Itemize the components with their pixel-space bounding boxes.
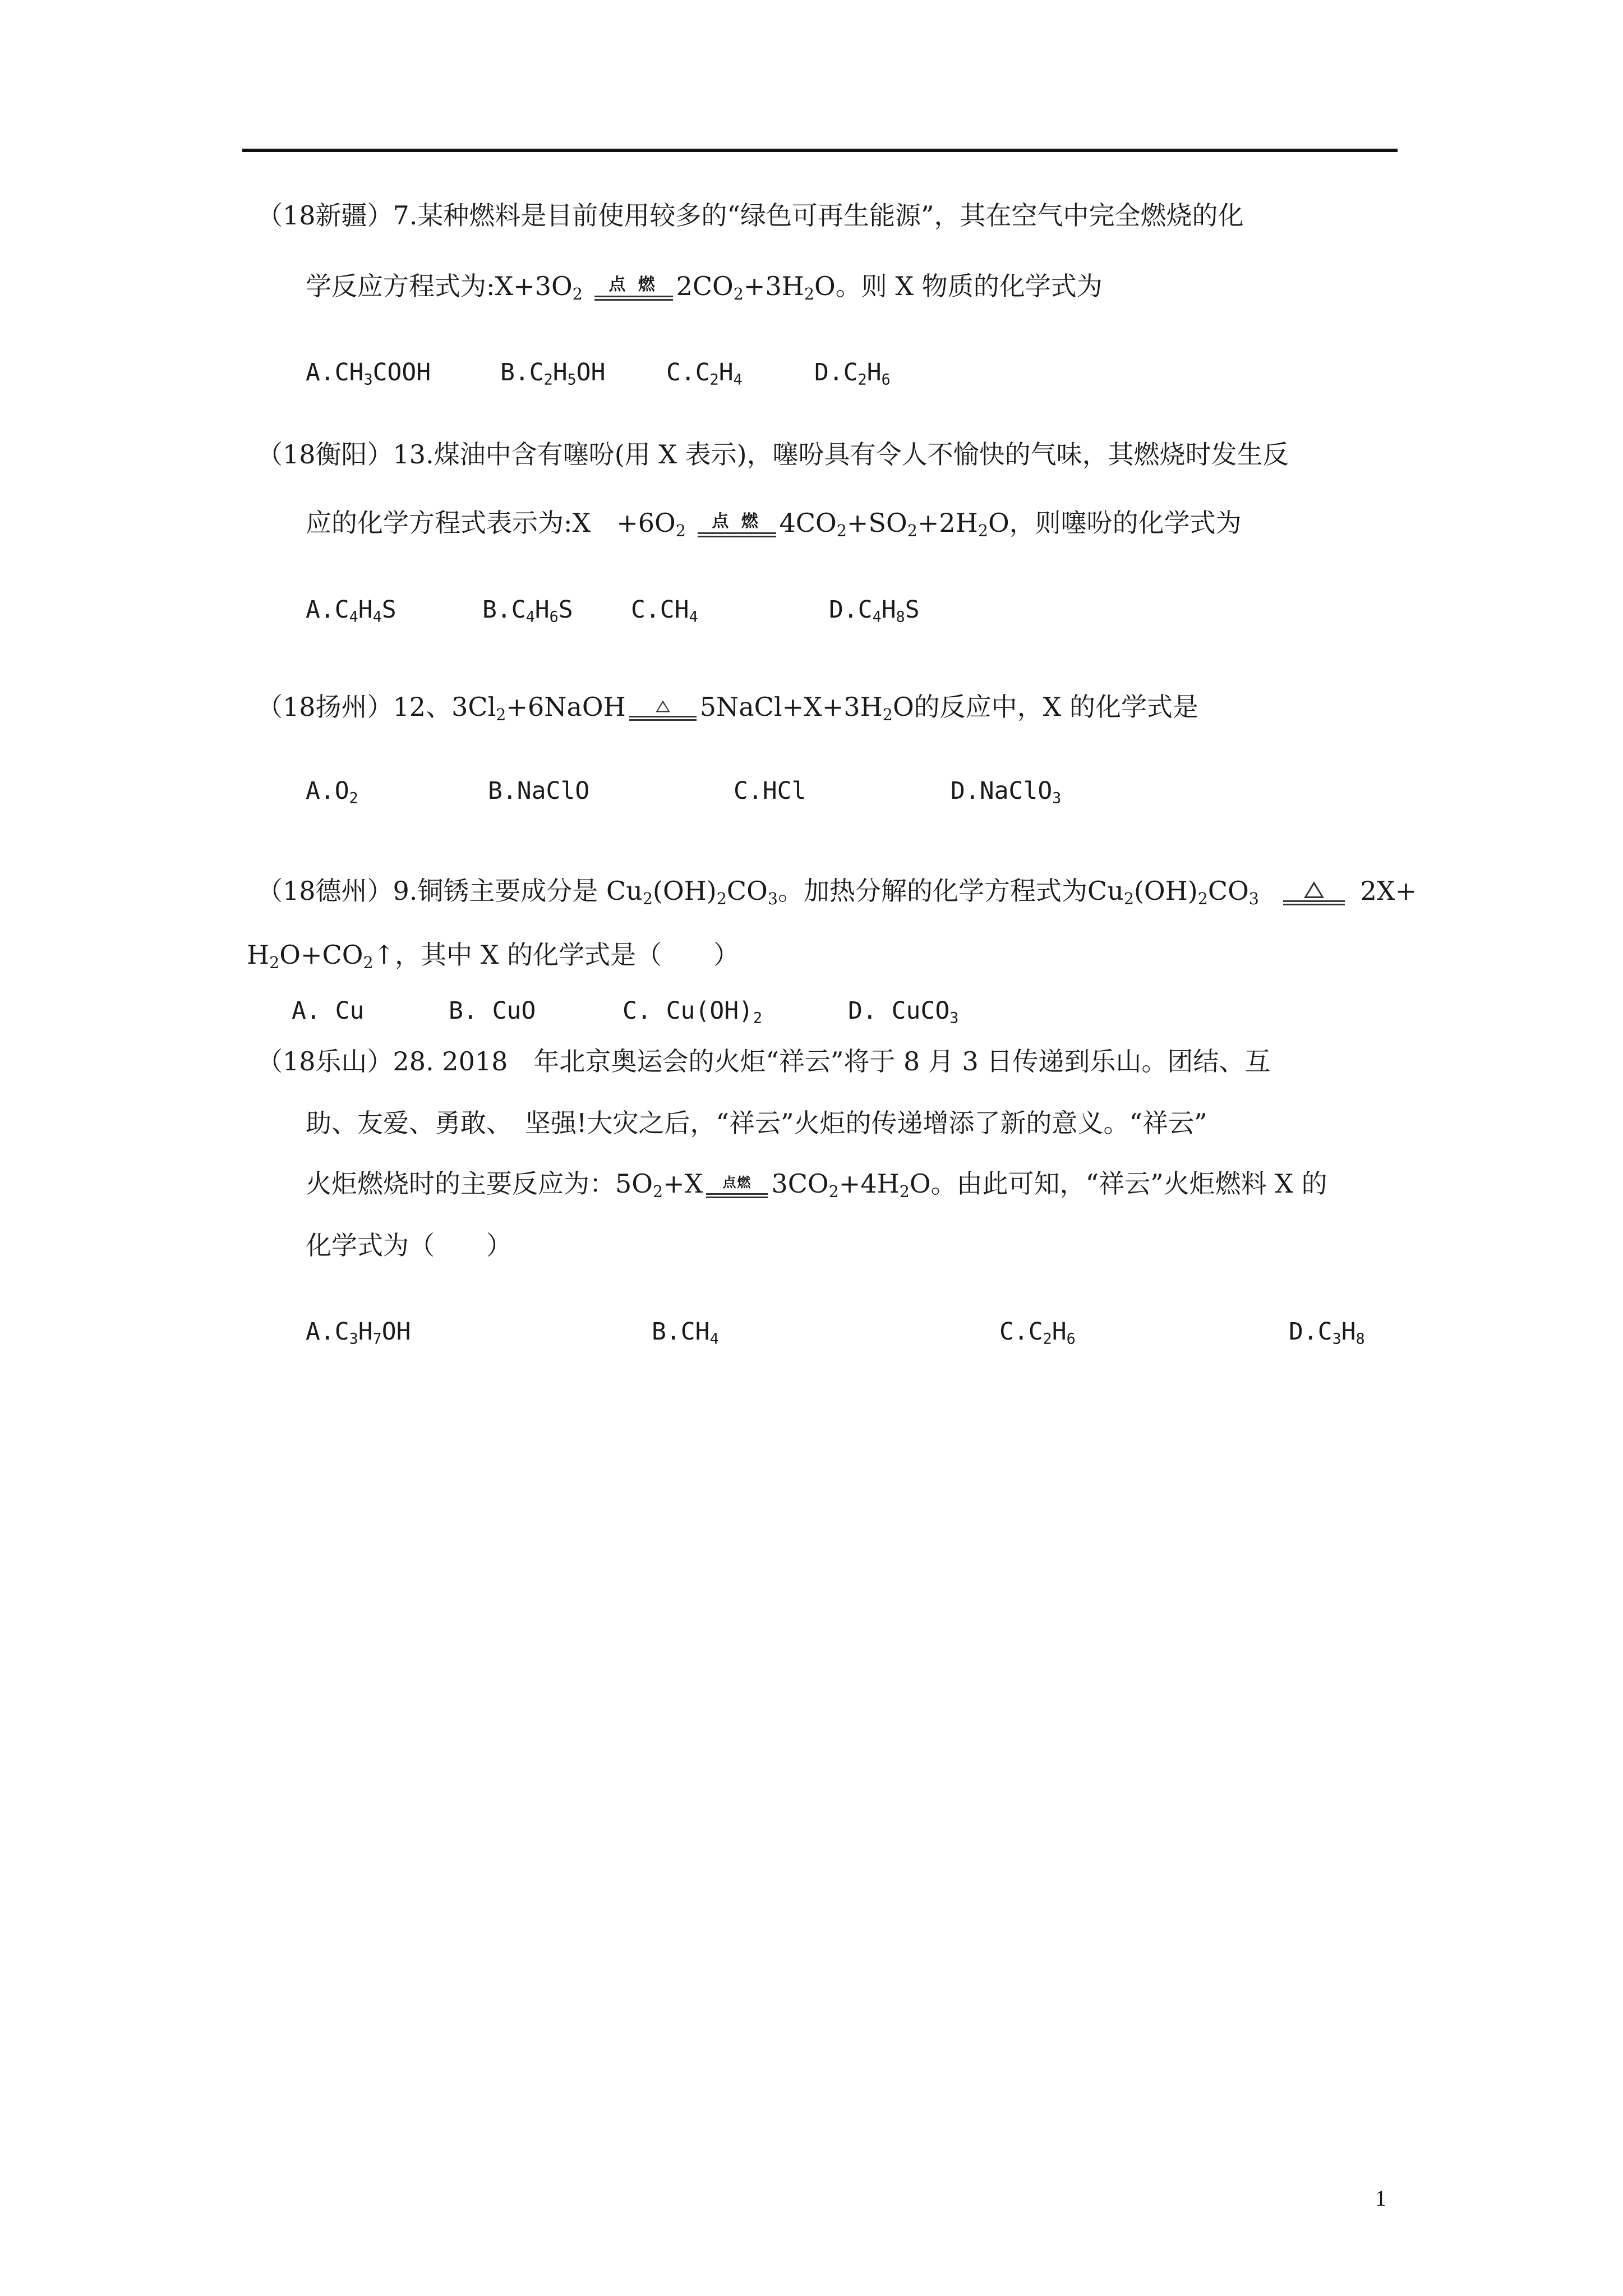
- q2-line2-pre: 应的化学方程式表示为:X +6O: [306, 508, 676, 538]
- q2-line2: 应的化学方程式表示为:X $+6O_2$ 点 燃 $4CO_2+SO_2+2H_2O$，则噻吩的化学式为: [306, 508, 1242, 540]
- q5-option-d: $D.C_3H_8$: [1289, 1318, 1365, 1348]
- q5-line3-pre: 火炬燃烧时的主要反应为：5O: [306, 1168, 653, 1199]
- q4-line2-post: ，其中 X 的化学式是（ ）: [395, 940, 740, 970]
- q1-line1: （18新疆）7.某种燃料是目前使用较多的“绿色可再生能源”，其在空气中完全燃烧的化: [257, 200, 1244, 231]
- q4-option-a: A. Cu: [292, 997, 365, 1025]
- q5-option-a: $A.C_3H_7OH$: [306, 1318, 411, 1348]
- q4-option-c: C. $Cu(OH)_2$: [623, 997, 763, 1027]
- q3-line1-post: 的反应中，X 的化学式是: [914, 692, 1199, 722]
- q3-line1: （18扬州）12、$3Cl_2+6NaOH$ $5NaCl+X+3H_2O$的反应中，X 的化学式是: [257, 692, 1199, 724]
- q2-line1: （18衡阳）13.煤油中含有噻吩(用 X 表示)，噻吩具有令人不愉快的气味，其燃烧时发生反: [257, 439, 1289, 470]
- q3-option-a: $A.O_2$: [306, 777, 358, 807]
- q1-line2-pre: 学反应方程式为:X+3O: [306, 271, 573, 301]
- q3-option-d: D.NaClO$_3$: [951, 777, 1062, 807]
- q4-line1-end: 2X+: [1360, 876, 1417, 906]
- q3-line1-pre: （18扬州）12、3Cl: [257, 692, 496, 722]
- q1-line2-post: 。则 X 物质的化学式为: [835, 271, 1103, 301]
- q3-option-c: C.HCl: [734, 777, 806, 805]
- q2-option-d: $D.C_4H_8S$: [829, 596, 920, 626]
- q4-line2: $H_2O+CO_2↑$，其中 X 的化学式是（ ）: [247, 940, 740, 972]
- q4-line1-pre: （18德州）9.铜锈主要成分是 Cu: [257, 876, 643, 906]
- q1-option-b: $B.C_2H_5OH$: [500, 358, 606, 389]
- page-number: 1: [1375, 2185, 1386, 2211]
- q5-option-b: $B.CH_4$: [652, 1318, 719, 1348]
- q1-option-d: $D.C_2H_6$: [814, 358, 891, 389]
- q5-line3: 火炬燃烧时的主要反应为：$5O_2+X$ 点燃 $3CO_2+4H_2O$。由此可知，“祥云”火炬燃料 X 的: [306, 1168, 1327, 1201]
- q2-ignite-condition: 点 燃: [698, 513, 776, 537]
- q1-option-a: $A.CH_3COOH$: [306, 358, 431, 389]
- q1-ignite-condition: 点 燃: [594, 277, 673, 301]
- q4-option-b: B. CuO: [449, 997, 536, 1025]
- q1-line2: 学反应方程式为$:X+3O_2$ 点 燃 $2CO_2+3H_2O$。则 X 物质的化学式为: [306, 271, 1103, 303]
- q4-line1-mid: 加热分解的化学方程式为: [804, 876, 1087, 906]
- q3-heat-condition: [629, 698, 697, 721]
- q5-ignite-condition: 点燃: [706, 1174, 768, 1198]
- q2-option-c: $C.CH_4$: [631, 596, 698, 626]
- q5-line3-post: 。由此可知，“祥云”火炬燃料 X 的: [930, 1168, 1327, 1199]
- q5-line2: 助、友爱、勇敢、 坚强!大灾之后，“祥云”火炬的传递增添了新的意义。“祥云”: [306, 1108, 1207, 1138]
- q4-line1: （18德州）9.铜锈主要成分是 $Cu_2(OH)_2CO_3$。加热分解的化学方程式为$Cu_2(OH)_2CO_3$ 2X+: [257, 876, 1417, 908]
- q3-option-b: B.NaClO: [488, 777, 590, 805]
- q5-line1: （18乐山）28. 2018 年北京奥运会的火炬“祥云”将于 8 月 3 日传递到乐山。团结、互: [257, 1046, 1271, 1076]
- q1-option-c: $C.C_2H_4$: [666, 358, 743, 389]
- q2-option-b: $B.C_4H_6S$: [482, 596, 573, 626]
- q5-option-c: $C.C_2H_6$: [999, 1318, 1076, 1348]
- q2-option-a: $A.C_4H_4S$: [306, 596, 396, 626]
- header-rule: [242, 149, 1398, 152]
- q4-heat-condition: [1283, 881, 1345, 905]
- q2-line2-post: ，则噻吩的化学式为: [1009, 508, 1242, 538]
- q4-option-d: D. CuCO$_3$: [848, 997, 959, 1027]
- q5-line4: 化学式为（ ）: [306, 1230, 512, 1260]
